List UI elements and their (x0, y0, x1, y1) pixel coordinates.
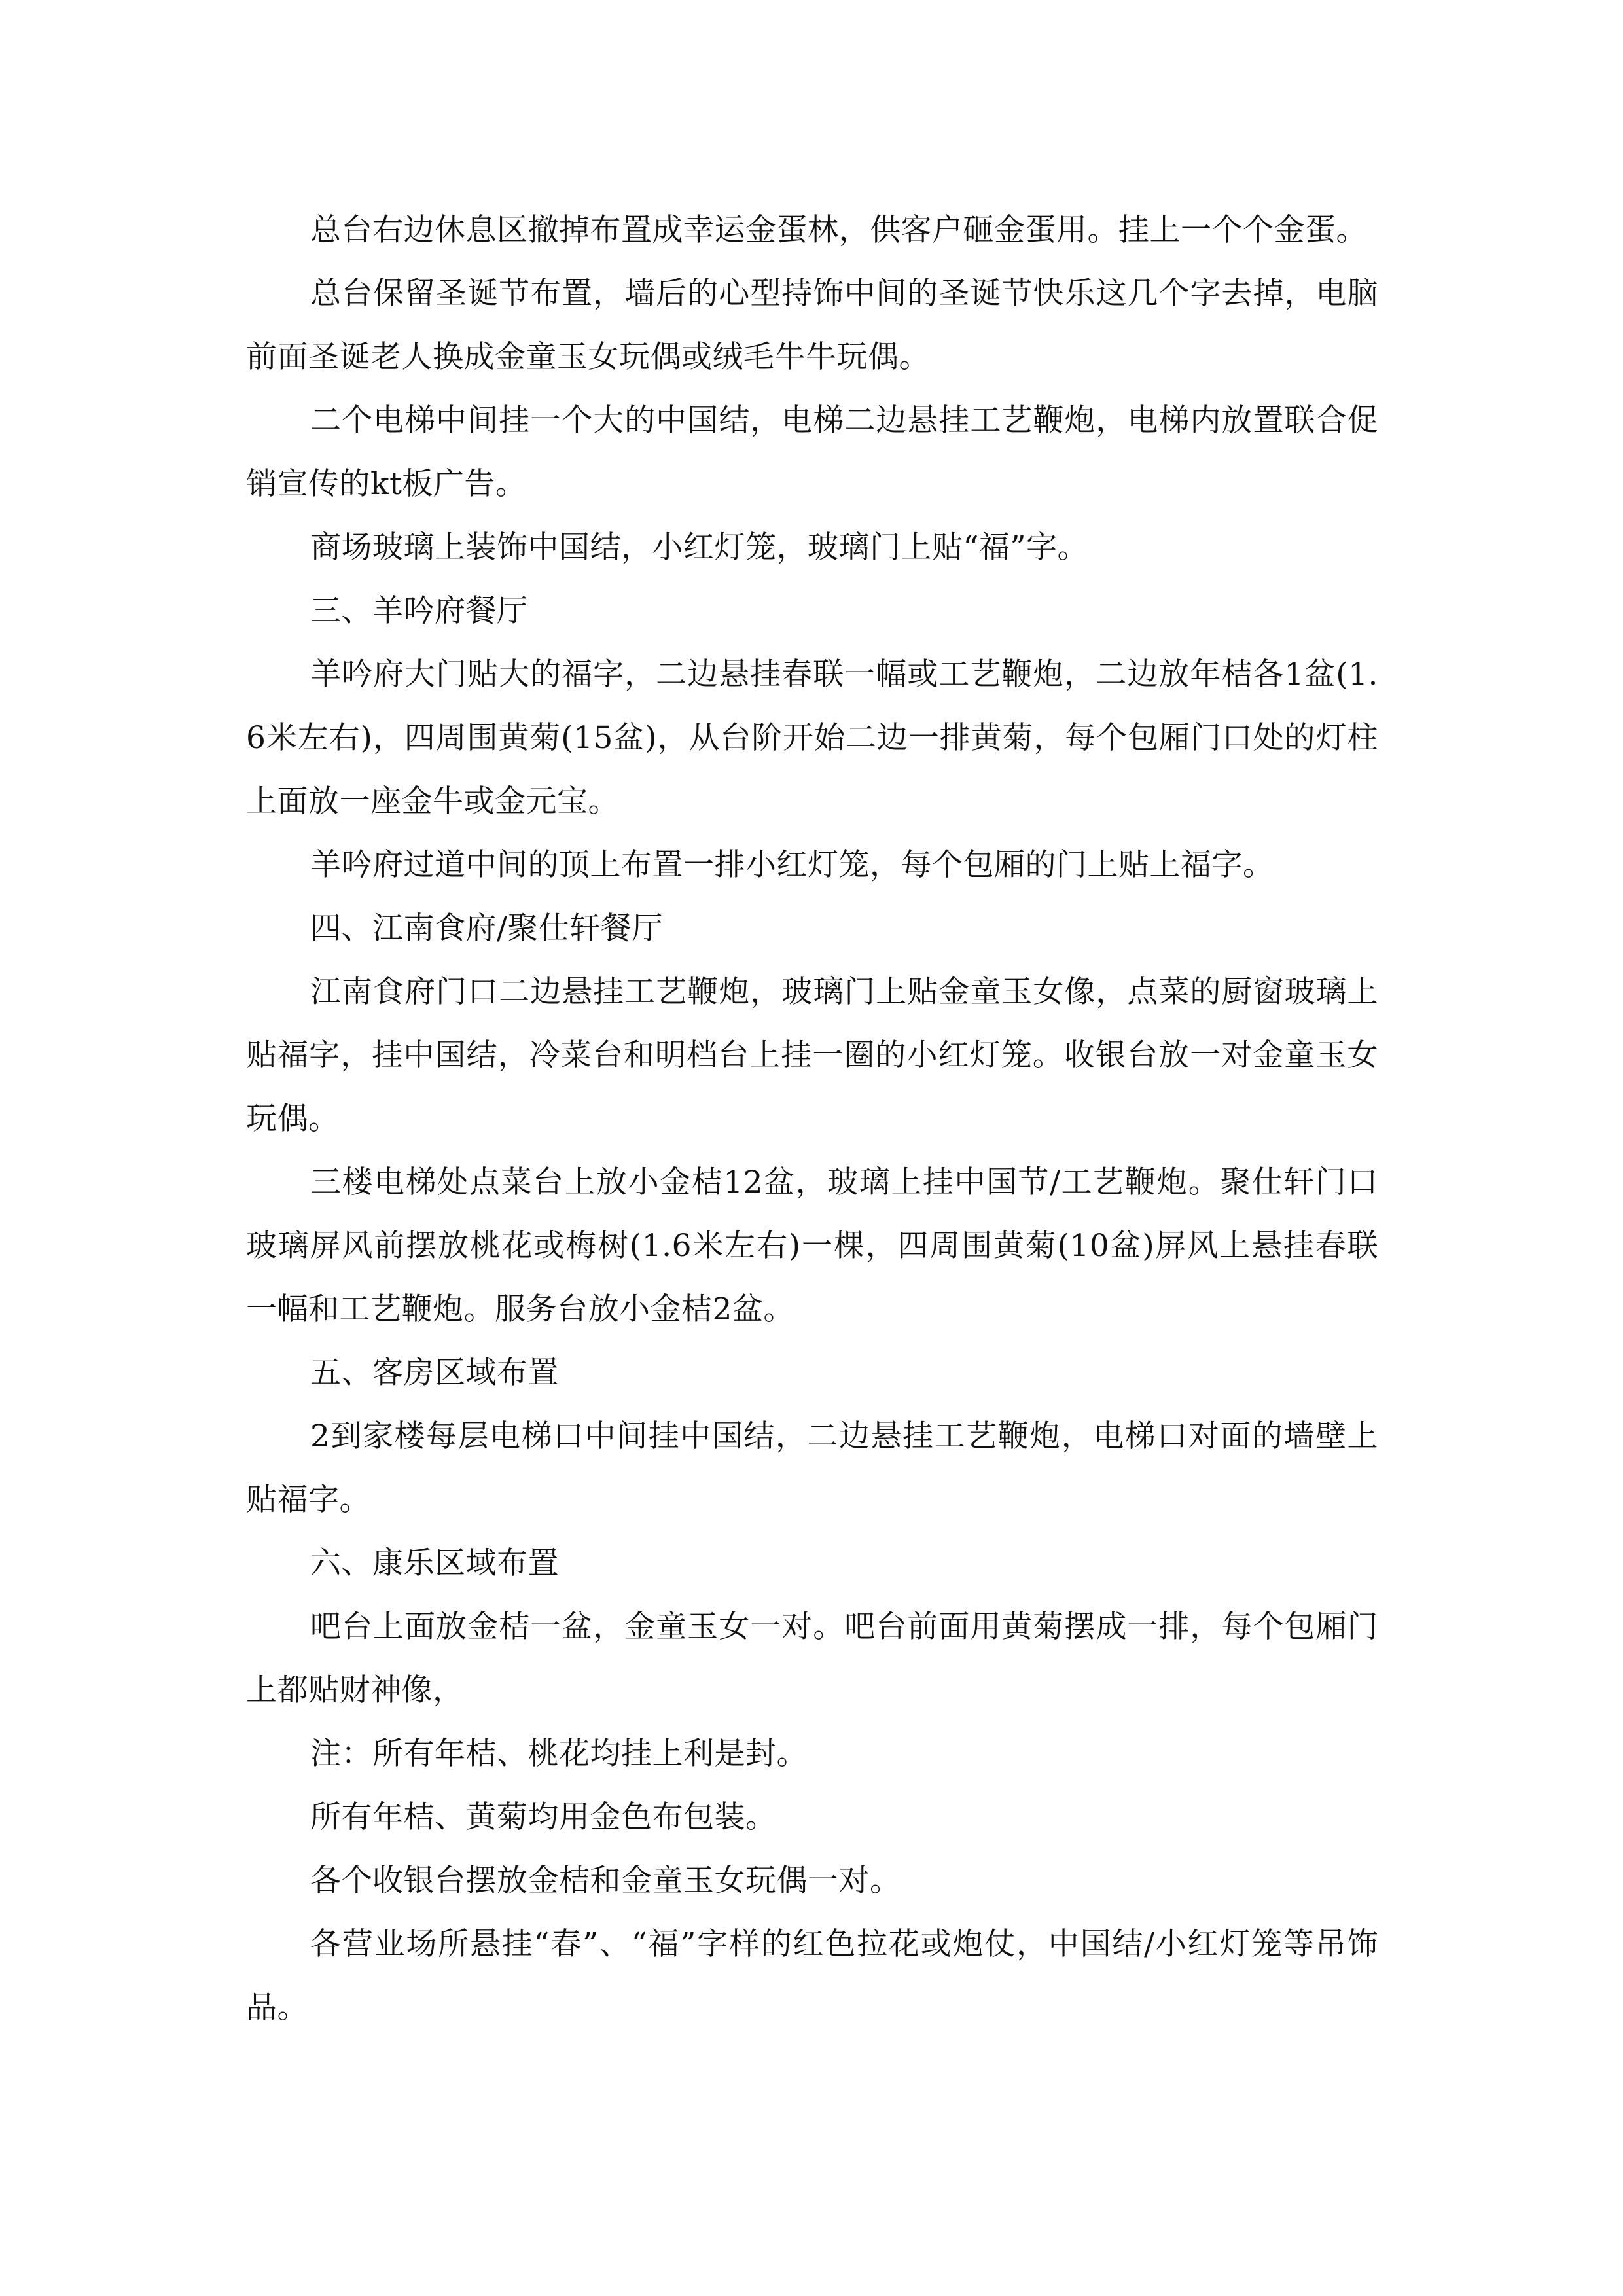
paragraph: 总台右边休息区撤掉布置成幸运金蛋林，供客户砸金蛋用。挂上一个个金蛋。 (310, 212, 1367, 248)
section-heading: 五、客房区域布置 (310, 1355, 559, 1391)
paragraph: 羊吟府大门贴大的福字，二边悬挂春联一幅或工艺鞭炮，二边放年桔各1盆(1.6米左右)，四周围黄菊(15盆)，从台阶开始二边一排黄菊，每个包厢门口处的灯柱上面放一座金牛或金元宝。 (246, 656, 1378, 819)
paragraph: 各个收银台摆放金桔和金童玉女玩偶一对。 (310, 1863, 901, 1899)
paragraph: 三楼电梯处点菜台上放小金桔12盆，玻璃上挂中国节/工艺鞭炮。聚仕轩门口玻璃屏风前摆放桃花或梅树(1.6米左右)一棵，四周围黄菊(10盆)屏风上悬挂春联一幅和工艺鞭炮。服务台放小金桔2盆。 (246, 1164, 1378, 1327)
paragraph: 吧台上面放金桔一盆，金童玉女一对。吧台前面用黄菊摆成一排，每个包厢门上都贴财神像， (246, 1609, 1378, 1708)
document-body (246, 198, 1378, 2039)
section-heading: 四、江南食府/聚仕轩餐厅 (310, 910, 663, 946)
paragraph: 各营业场所悬挂“春”、“福”字样的红色拉花或炮仗，中国结/小红灯笼等吊饰品。 (246, 1926, 1378, 2026)
section-heading: 六、康乐区域布置 (310, 1545, 559, 1581)
paragraph: 羊吟府过道中间的顶上布置一排小红灯笼，每个包厢的门上贴上福字。 (310, 847, 1274, 883)
note-paragraph: 注：所有年桔、桃花均挂上利是封。 (310, 1736, 808, 1772)
paragraph: 商场玻璃上装饰中国结，小红灯笼，玻璃门上贴“福”字。 (310, 529, 1089, 565)
paragraph: 江南食府门口二边悬挂工艺鞭炮，玻璃门上贴金童玉女像，点菜的厨窗玻璃上贴福字，挂中国结，冷菜台和明档台上挂一圈的小红灯笼。收银台放一对金童玉女玩偶。 (246, 974, 1378, 1137)
paragraph: 所有年桔、黄菊均用金色布包装。 (310, 1799, 777, 1835)
paragraph: 二个电梯中间挂一个大的中国结，电梯二边悬挂工艺鞭炮，电梯内放置联合促销宣传的kt板广告。 (246, 403, 1378, 502)
paragraph: 2到家楼每层电梯口中间挂中国结，二边悬挂工艺鞭炮，电梯口对面的墙壁上贴福字。 (246, 1418, 1378, 1518)
paragraph: 总台保留圣诞节布置，墙后的心型持饰中间的圣诞节快乐这几个字去掉，电脑前面圣诞老人换成金童玉女玩偶或绒毛牛牛玩偶。 (246, 276, 1378, 375)
section-heading: 三、羊吟府餐厅 (310, 593, 528, 629)
